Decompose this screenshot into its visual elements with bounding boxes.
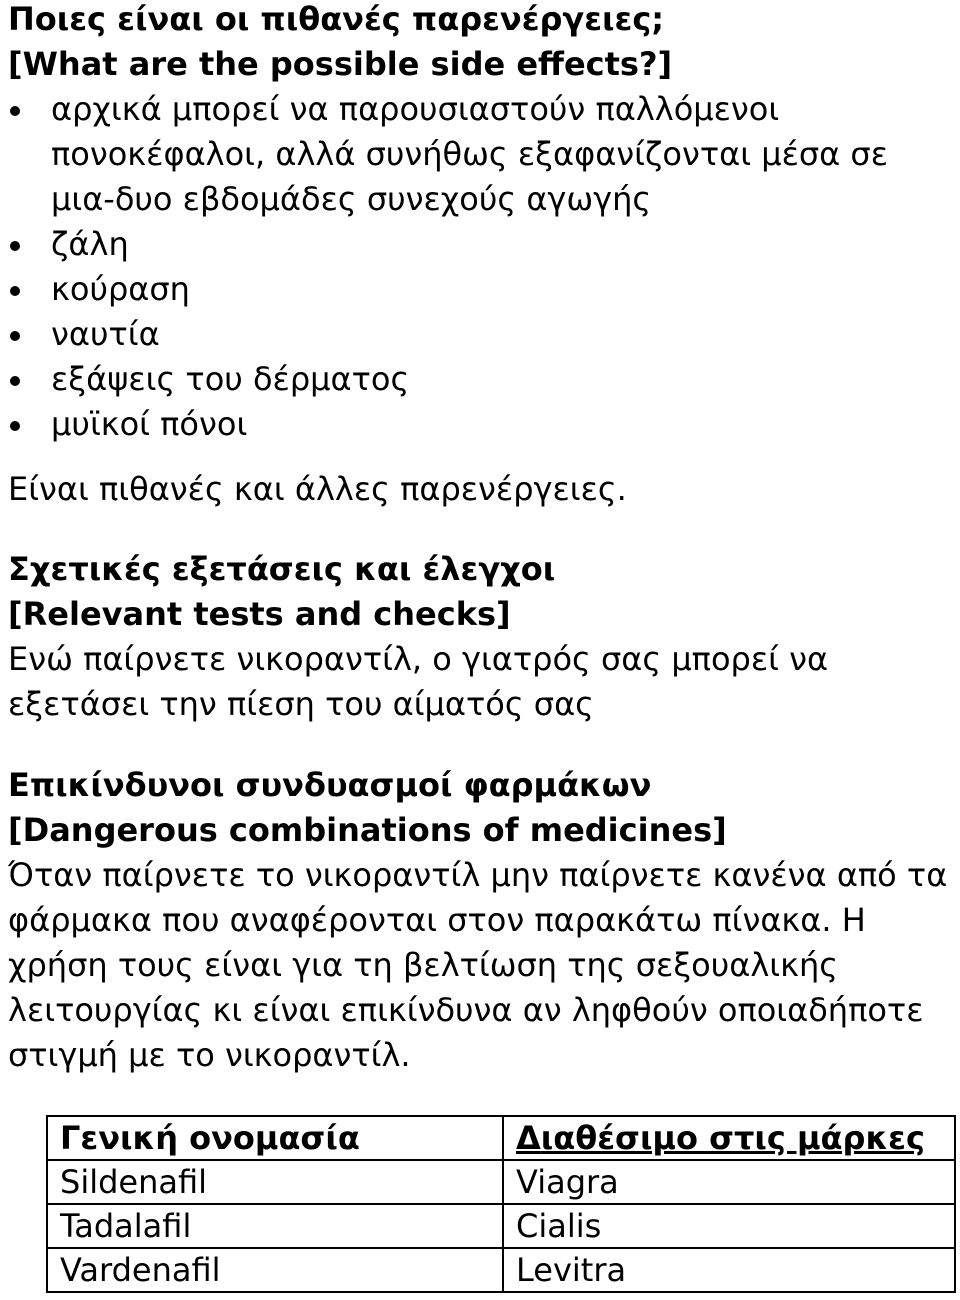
generic-name-cell: Vardenafil [47, 1248, 503, 1292]
table-header-row [47, 1116, 955, 1160]
bullet-icon [10, 331, 20, 341]
header-generic-name: Γενική ονομασία [47, 1116, 503, 1160]
tests-heading-greek: Σχετικές εξετάσεις και έλεγχοι [8, 550, 556, 588]
dangerous-heading-greek: Επικίνδυνοι συνδυασμοί φαρμάκων [8, 766, 652, 804]
table-row [47, 1248, 955, 1292]
dangerous-combinations-section [8, 763, 952, 1078]
bullet-icon [10, 286, 20, 296]
header-brand-rest: ιαθέσιμο στις μάρκες [540, 1119, 925, 1157]
brand-name-cell: Levitra [503, 1248, 955, 1292]
list-item [8, 402, 952, 447]
list-item [8, 222, 952, 267]
list-item [8, 87, 952, 222]
brand-name-cell: Cialis [503, 1204, 955, 1248]
list-item-text: κούραση [51, 270, 190, 308]
bullet-icon [10, 106, 20, 116]
list-item [8, 312, 952, 357]
list-item [8, 267, 952, 312]
bullet-icon [10, 241, 20, 251]
dangerous-text: Όταν παίρνετε το νικοραντίλ μην παίρνετε κανένα από τα φάρμακα που αναφέρονται στον παρακάτω πίνακα. Η χρήση τους είναι για τη βελτίωση της σεξουαλικής λειτουργίας κι είναι επικίνδυνα αν ληφθούν οποιαδήποτε στιγμή με το νικοραντίλ. [8, 856, 948, 1074]
table-row [47, 1160, 955, 1204]
medicines-table [46, 1115, 956, 1293]
side-effects-section [8, 0, 952, 512]
brand-name-cell: Viagra [503, 1160, 955, 1204]
generic-name-cell: Sildenafil [47, 1160, 503, 1204]
dangerous-heading-english: [Dangerous combinations of medicines] [8, 811, 727, 849]
table-row [47, 1204, 955, 1248]
header-brand-first-letter: Δ [516, 1119, 541, 1157]
bullet-icon [10, 376, 20, 386]
tests-heading-english: [Relevant tests and checks] [8, 595, 511, 633]
list-item-text: ναυτία [51, 315, 160, 353]
generic-name-cell: Tadalafil [47, 1204, 503, 1248]
list-item-text: μυϊκοί πόνοι [51, 405, 248, 443]
bullet-icon [10, 421, 20, 431]
side-effects-list [8, 87, 952, 447]
tests-text: Ενώ παίρνετε νικοραντίλ, ο γιατρός σας μπορεί να εξετάσει την πίεση του αίματός σας [8, 640, 829, 723]
list-item [8, 357, 952, 402]
side-effects-heading-greek: Ποιες είναι οι πιθανές παρενέργειες; [8, 0, 665, 38]
list-item-text: εξάψεις του δέρματος [51, 360, 410, 398]
list-item-text: ζάλη [51, 225, 129, 263]
side-effects-note: Είναι πιθανές και άλλες παρενέργειες. [8, 470, 627, 508]
list-item-text: αρχικά μπορεί να παρουσιαστούν παλλόμενοι πονοκέφαλοι, αλλά συνήθως εξαφανίζονται μέσα σε μια-δυο εβδομάδες συνεχούς αγωγής [51, 90, 888, 218]
header-brand-names [503, 1116, 955, 1160]
tests-section [8, 547, 952, 727]
side-effects-heading-english: [What are the possible side effects?] [8, 45, 673, 83]
